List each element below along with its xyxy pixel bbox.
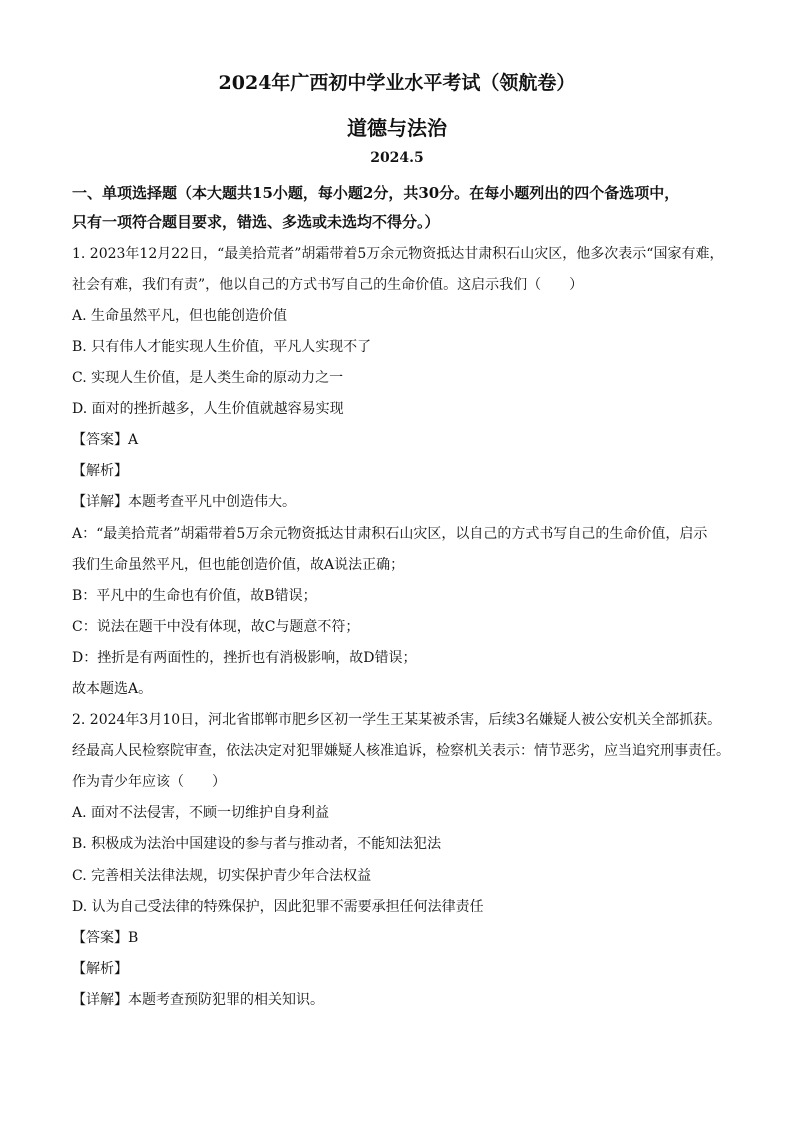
q1-option-c: C. 实现人生价值，是人类生命的原动力之一 bbox=[72, 370, 344, 386]
exam-title: 2024年广西初中学业水平考试（领航卷） bbox=[218, 72, 576, 94]
subject-title: 道德与法治 bbox=[347, 116, 447, 140]
section-instructions-line2: 只有一项符合题目要求，错选、多选或未选均不得分。） bbox=[72, 213, 440, 231]
q1-explanation-b: B：平凡中的生命也有价值，故B错误； bbox=[72, 588, 317, 604]
q1-analysis-label: 【解析】 bbox=[72, 463, 128, 479]
q1-stem-line1: 1. 2023年12月22日，“最美拾荒者”胡霜带着5万余元物资抵达甘肃积石山灾区，他多次表示“国家有难， bbox=[72, 246, 724, 262]
q1-explanation-a2: 我们生命虽然平凡，但也能创造价值，故A说法正确； bbox=[72, 557, 405, 573]
q1-stem-line2: 社会有难，我们有责”，他以自己的方式书写自己的生命价值。这启示我们（ ） bbox=[72, 277, 584, 293]
q1-explanation-c: C：说法在题干中没有体现，故C与题意不符； bbox=[72, 619, 360, 635]
q1-explanation-d: D：挫折是有两面性的，挫折也有消极影响，故D错误； bbox=[72, 650, 417, 666]
q1-answer: 【答案】A bbox=[72, 432, 139, 448]
q2-answer: 【答案】B bbox=[72, 930, 139, 946]
q2-option-c: C. 完善相关法律法规，切实保护青少年合法权益 bbox=[72, 868, 372, 884]
q2-option-b: B. 积极成为法治中国建设的参与者与推动者，不能知法犯法 bbox=[72, 836, 442, 852]
q2-detail: 【详解】本题考查预防犯罪的相关知识。 bbox=[72, 992, 324, 1008]
q1-option-b: B. 只有伟人才能实现人生价值，平凡人实现不了 bbox=[72, 339, 372, 355]
q1-detail: 【详解】本题考查平凡中创造伟大。 bbox=[72, 494, 296, 510]
q1-option-d: D. 面对的挫折越多，人生价值就越容易实现 bbox=[72, 401, 344, 417]
q2-analysis-label: 【解析】 bbox=[72, 961, 128, 977]
exam-date: 2024.5 bbox=[370, 150, 424, 166]
section-instructions-line1: 一、单项选择题（本大题共15小题，每小题2分，共30分。在每小题列出的四个备选项中， bbox=[72, 184, 680, 202]
q1-explanation-a1: A：“最美拾荒者”胡霜带着5万余元物资抵达甘肃积石山灾区，以自己的方式书写自己的生命价值，启示 bbox=[72, 526, 708, 542]
q2-stem-line1: 2. 2024年3月10日，河北省邯郸市肥乡区初一学生王某某被杀害，后续3名嫌疑人被公安机关全部抓获。 bbox=[72, 712, 722, 728]
q2-option-d: D. 认为自己受法律的特殊保护，因此犯罪不需要承担任何法律责任 bbox=[72, 899, 484, 915]
q1-option-a: A. 生命虽然平凡，但也能创造价值 bbox=[72, 308, 288, 324]
q2-stem-line2: 经最高人民检察院审查，依法决定对犯罪嫌疑人核准追诉，检察机关表示：情节恶劣，应当追究刑事责任。 bbox=[72, 743, 730, 759]
q2-stem-line3: 作为青少年应该（ ） bbox=[72, 774, 226, 790]
q2-option-a: A. 面对不法侵害，不顾一切维护自身利益 bbox=[72, 805, 330, 821]
q1-conclusion: 故本题选A。 bbox=[72, 681, 153, 697]
